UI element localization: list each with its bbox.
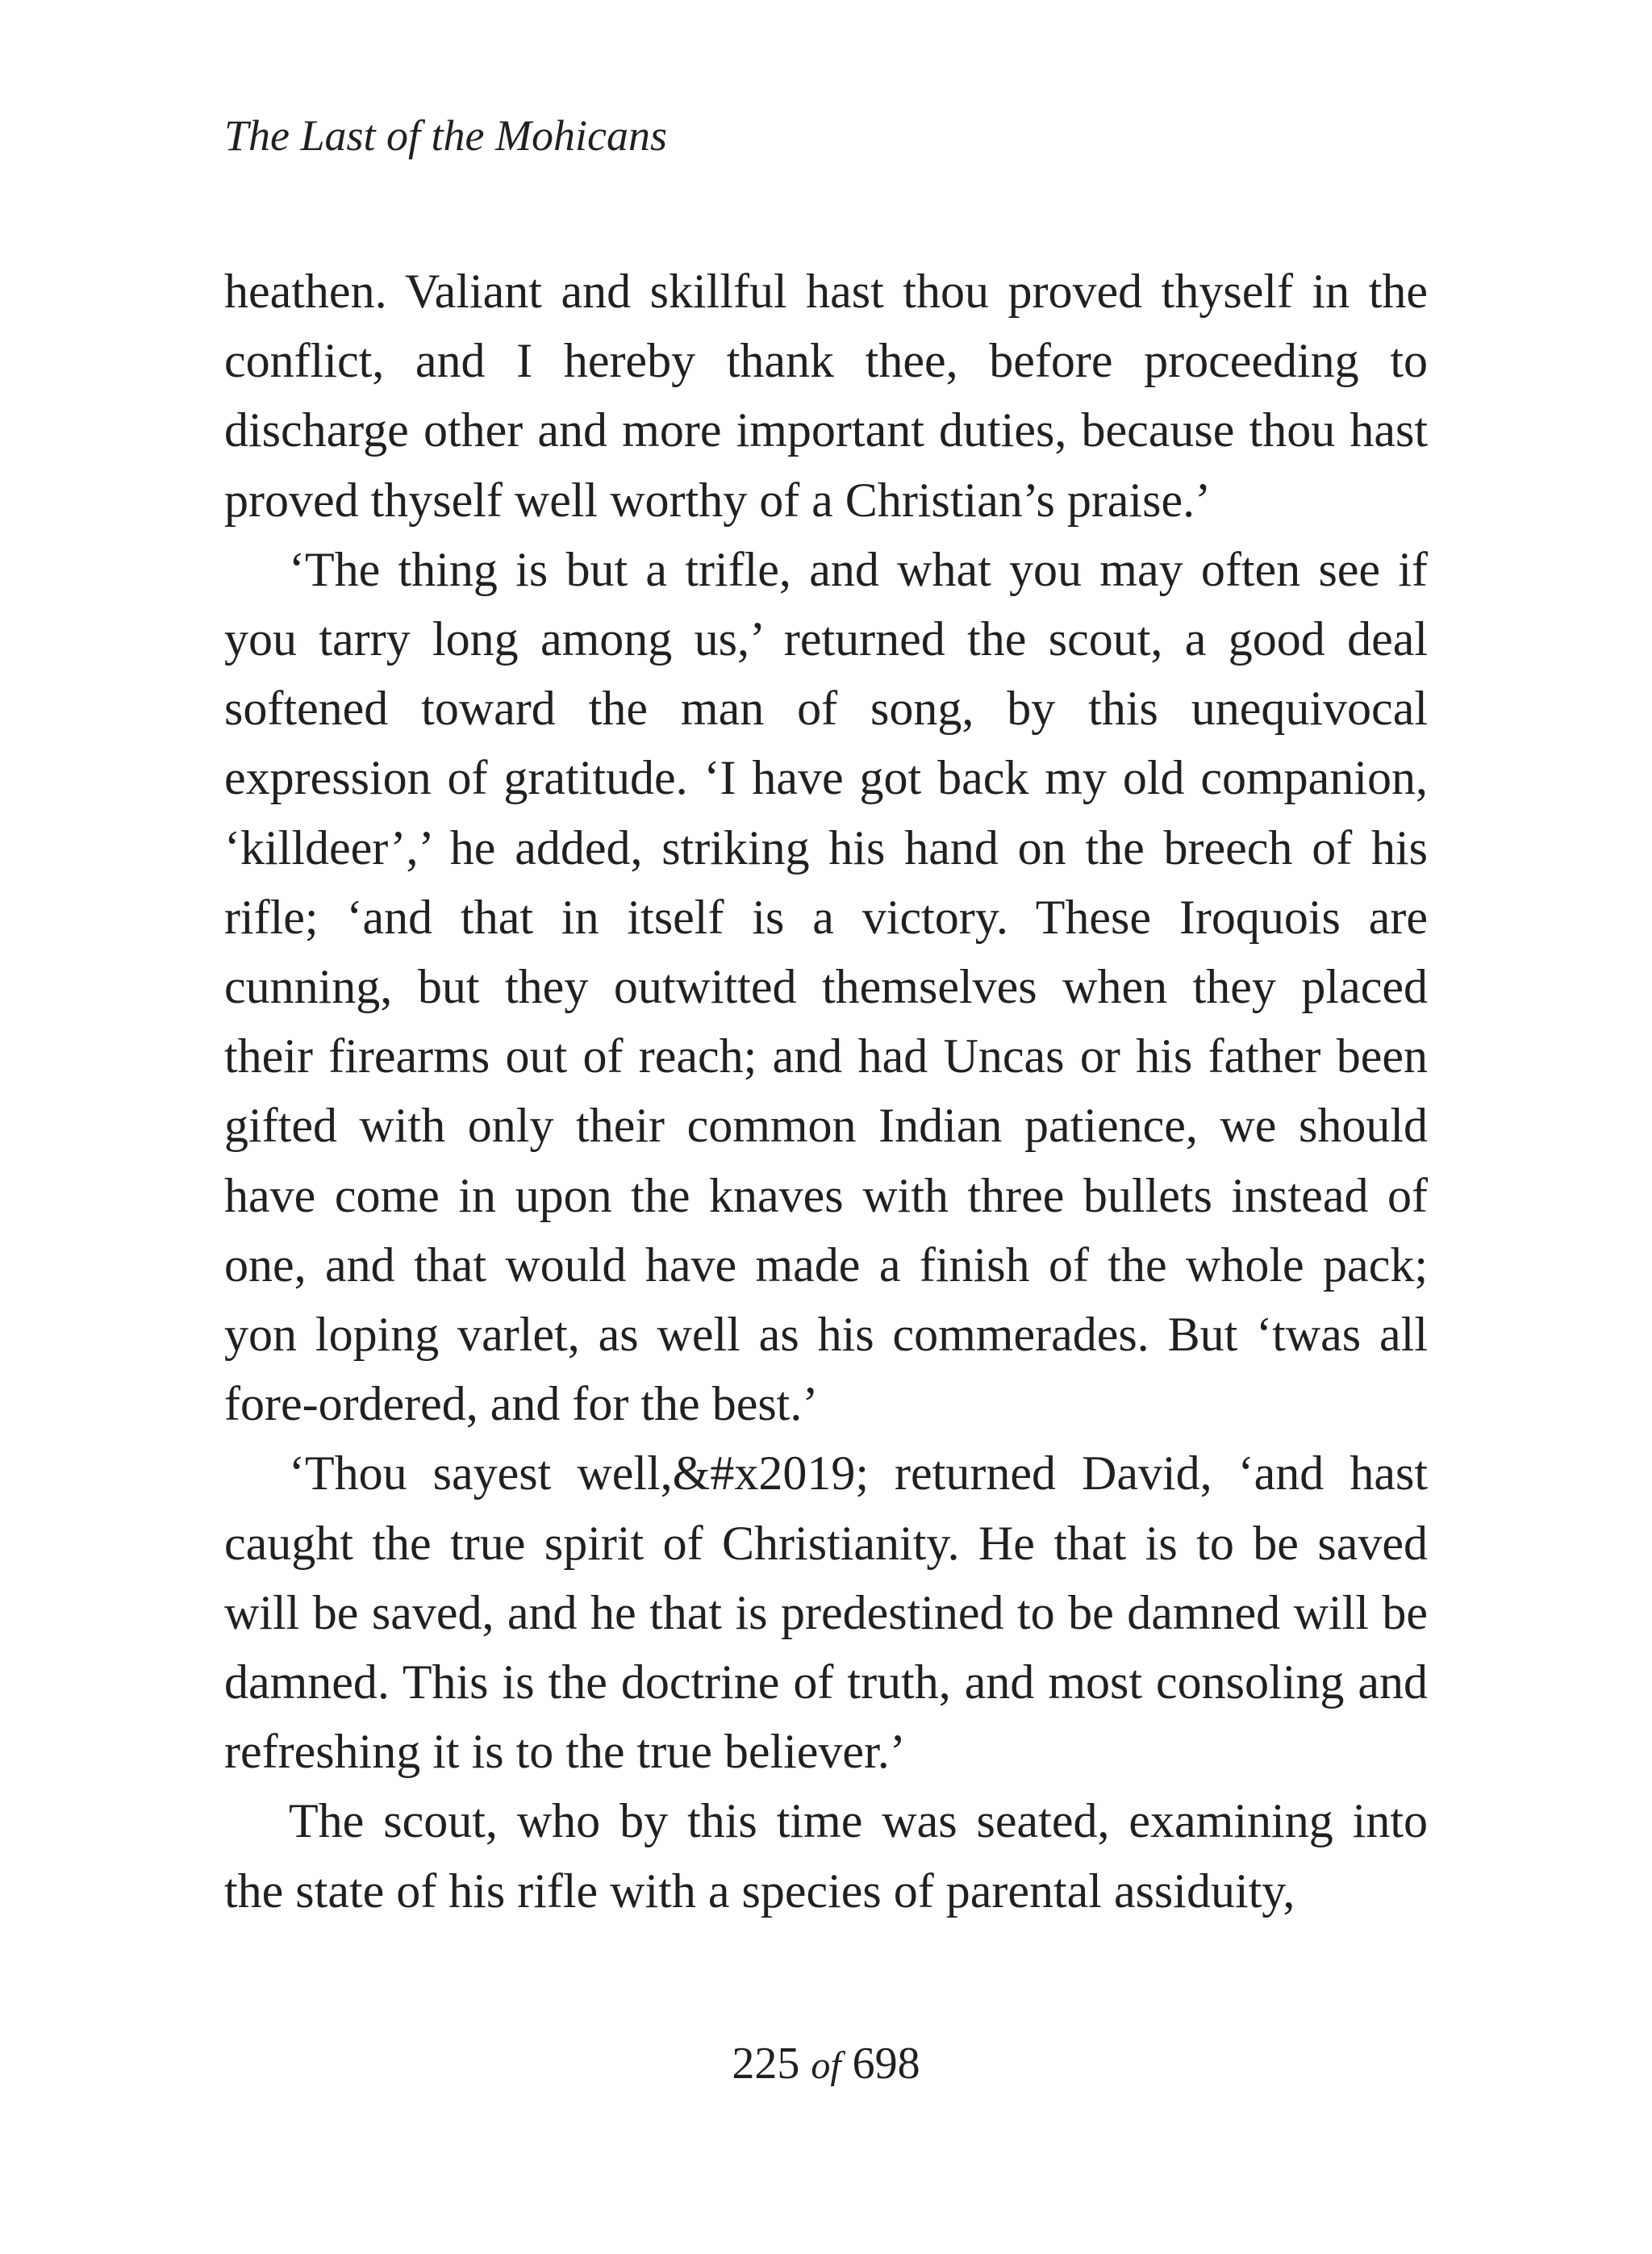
paragraph: ‘The thing is but a trifle, and what you may often see if you tarry long among us,’ returned the scout, a good deal softened toward the man of song, by this unequivocal expression of gratitude. ‘I have got back my old companion, ‘killdeer’,’ he added, striking his hand on the breech of his rifle; ‘and that in itself is a victory. These Iroquois are cunning, but they outwitted themselves when they placed their firearms out of reach; and had Uncas or his father been gifted with only their common Indian patience, we should have come in upon the knaves with three bullets instead of one, and that would have made a finish of the whole pack; yon loping varlet, as well as his commerades. But ‘twas all fore-ordered, and for the best.’: [224, 542, 1428, 1431]
current-page-number: 225: [732, 2039, 800, 2089]
paragraph-continuation: heathen. Valiant and skillful hast thou proved thyself in the conflict, and I hereby thank thee, before proceeding to discharge other and more important duties, because thou hast proved thyself well worthy of a Christian’s praise.’: [224, 265, 1428, 527]
running-head-title: The Last of the Mohicans: [224, 111, 667, 160]
paragraph: ‘Thou sayest well,&#x2019; returned David, ‘and hast caught the true spirit of Christianity. He that is to be saved will be saved, and he that is predestined to be damned will be damned. This is the doctrine of truth, and most consoling and refreshing it is to the true believer.’: [224, 1446, 1428, 1779]
paragraph: The scout, who by this time was seated, examining into the state of his rifle with a species of parental assiduity,: [224, 1794, 1428, 1918]
page-body: [224, 257, 1428, 1926]
page-number: [0, 2031, 1652, 2098]
page-of-label: of: [811, 2044, 841, 2087]
total-pages-number: 698: [852, 2039, 920, 2089]
